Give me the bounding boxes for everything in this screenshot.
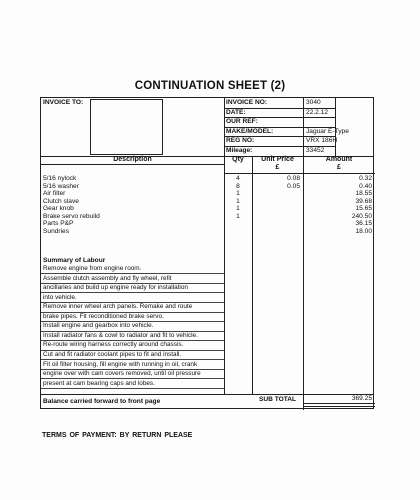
header-field-value: 3040 bbox=[306, 99, 321, 106]
item-unit-price: 0.05 bbox=[287, 182, 300, 190]
labour-heading: Summary of Labour bbox=[43, 257, 106, 264]
item-description: 5/16 nylock bbox=[43, 175, 77, 182]
item-qty: 1 bbox=[236, 212, 240, 220]
labour-line: Fit oil filter housing, fill engine with running in oil, crank bbox=[43, 360, 198, 368]
header-field-label: MAKE/MODEL: bbox=[226, 127, 274, 135]
sheet-title: CONTINUATION SHEET (2) bbox=[134, 80, 286, 92]
column-header-unit-price: Unit Price bbox=[261, 156, 294, 163]
balance-carried-forward: Balance carried forward to front page bbox=[43, 398, 161, 405]
terms-of-payment: TERMS OF PAYMENT: BY RETURN PLEASE bbox=[42, 432, 193, 439]
item-amount: 15.65 bbox=[355, 205, 372, 213]
item-description: Brake servo rebuild bbox=[43, 212, 100, 220]
item-description: Clutch slave bbox=[43, 197, 79, 205]
unit-price-currency: £ bbox=[275, 164, 280, 171]
item-amount: 18.55 bbox=[355, 190, 372, 198]
labour-line: brake pipes. Fit reconditioned brake servo. bbox=[43, 312, 164, 320]
header-field-label: DATE: bbox=[226, 108, 246, 116]
labour-line: Assemble clutch assembly and fly wheel, refit bbox=[43, 274, 172, 282]
subtotal-label: SUB TOTAL bbox=[258, 396, 297, 403]
item-description: Parts P&P bbox=[43, 220, 74, 228]
item-amount: 18.00 bbox=[355, 227, 372, 235]
divider bbox=[252, 156, 253, 394]
item-amount: 36.15 bbox=[355, 220, 372, 228]
labour-line: Cut and fit radiator coolant pipes to fit and install. bbox=[43, 350, 182, 358]
header-field-label: REG NO: bbox=[226, 137, 255, 145]
header-field-label: Mileage: bbox=[226, 147, 253, 154]
labour-line: Re-route wiring harness correctly around chassis. bbox=[43, 341, 184, 349]
labour-line: engine over with cam covers removed, until oil pressure bbox=[43, 370, 201, 378]
item-amount: 240.50 bbox=[351, 212, 372, 220]
divider bbox=[224, 173, 375, 174]
labour-line: Install engine and gearbox into vehicle. bbox=[43, 322, 154, 330]
header-field-value: VRX 186H bbox=[306, 137, 338, 145]
labour-line: into vehicle. bbox=[43, 293, 77, 301]
item-description: Sundries bbox=[43, 227, 70, 235]
item-amount: 39.68 bbox=[355, 197, 372, 205]
column-header-amount: Amount bbox=[325, 156, 353, 163]
amount-currency: £ bbox=[337, 164, 341, 171]
labour-line: present at cam bearing caps and lobes. bbox=[43, 379, 155, 387]
divider bbox=[303, 406, 375, 407]
item-qty: 1 bbox=[236, 197, 240, 205]
item-qty: 1 bbox=[236, 205, 240, 213]
header-field-value: 22.2.12 bbox=[306, 108, 328, 116]
header-field-value: 33452 bbox=[306, 147, 325, 154]
header-field-label: OUR REF: bbox=[226, 118, 258, 126]
item-unit-price: 0.08 bbox=[287, 175, 300, 182]
header-field-label: INVOICE NO: bbox=[226, 99, 268, 106]
subtotal-value: 369.25 bbox=[351, 395, 372, 402]
item-description: Gear knob bbox=[43, 205, 74, 213]
divider bbox=[41, 164, 224, 165]
invoice-to-address-box bbox=[90, 99, 163, 155]
item-qty: 4 bbox=[236, 175, 240, 182]
labour-line: Remove inner wheel arch panels. Remake and route bbox=[43, 303, 193, 311]
divider bbox=[303, 403, 375, 404]
invoice-sheet bbox=[40, 97, 374, 409]
column-header-qty: Qty bbox=[232, 156, 244, 163]
column-header-description: Description bbox=[113, 156, 152, 163]
labour-line: ancillaries and build up engine ready for installation bbox=[43, 284, 188, 292]
item-qty: 8 bbox=[236, 182, 240, 190]
divider bbox=[41, 388, 224, 389]
item-amount: 0.32 bbox=[359, 175, 372, 182]
header-field-value: Jaguar E-Type bbox=[306, 127, 349, 135]
invoice-to-label: INVOICE TO: bbox=[43, 99, 84, 106]
labour-line: Remove engine from engine room. bbox=[43, 265, 142, 272]
item-amount: 0.40 bbox=[359, 182, 372, 190]
item-description: Air filter bbox=[43, 190, 66, 198]
labour-line: Install radiator fans & cowl to radiator and fit to vehicle. bbox=[43, 331, 198, 339]
item-description: 5/16 washer bbox=[43, 182, 79, 190]
item-qty: 1 bbox=[236, 190, 240, 198]
